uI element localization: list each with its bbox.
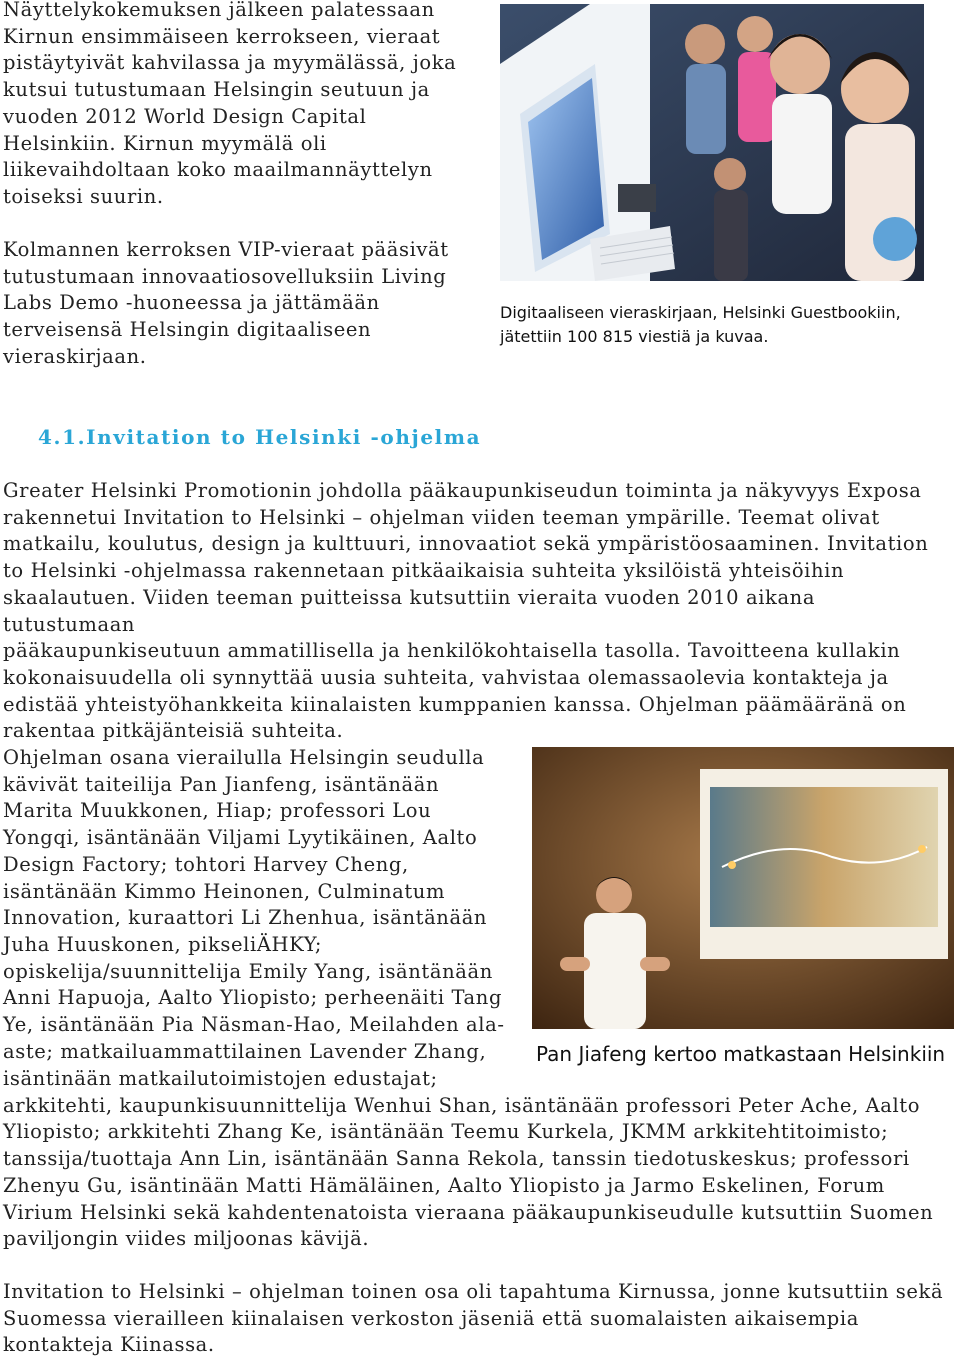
text-line: Marita Muukkonen, Hiap; professori Lou bbox=[3, 799, 432, 823]
text-line: matkailu, koulutus, design ja kulttuuri, innovaatiot sekä ympäristöosaaminen. Invitation bbox=[3, 532, 929, 556]
text-line: kokonaisuudella oli synnyttää uusia suhteita, vahvistaa olemassaolevia kontakteja ja bbox=[3, 665, 889, 689]
paragraph-kirnu-event bbox=[3, 1279, 953, 1359]
presentation-photo-caption: Pan Jiafeng kertoo matkastaan Helsinkiin bbox=[536, 1042, 946, 1066]
text-line: Virium Helsinki sekä kahdentenatoista vieraana pääkaupunkiseudulle kutsuttiin Suomen bbox=[3, 1200, 934, 1224]
paragraph-invitation-program bbox=[3, 478, 953, 745]
text-line: skaalautuen. Viiden teeman puitteissa kutsuttiin vieraita vuoden 2010 aikana tutustumaan bbox=[3, 585, 816, 636]
text-line: Labs Demo -huoneessa ja jättämään bbox=[3, 291, 380, 315]
text-line: Ohjelman osana vierailulla Helsingin seudulla bbox=[3, 746, 485, 769]
text-line: pistäytyivät kahvilassa ja myymälässä, joka bbox=[3, 51, 457, 75]
caption-line: jätettiin 100 815 viestiä ja kuvaa. bbox=[500, 327, 769, 346]
text-line: Anni Hapuoja, Aalto Yliopisto; perheenäiti Tang bbox=[3, 986, 503, 1010]
presentation-photo bbox=[532, 747, 954, 1029]
paragraph-vip-guests bbox=[3, 237, 473, 371]
text-line: kutsui tutustumaan Helsingin seutuun ja bbox=[3, 78, 430, 102]
text-line: Greater Helsinki Promotionin johdolla pääkaupunkiseudun toiminta ja näkyvyys Exposa bbox=[3, 479, 922, 502]
text-line: Kolmannen kerroksen VIP-vieraat pääsivät bbox=[3, 238, 449, 261]
text-line: liikevaihdoltaan koko maailmannäyttelyn bbox=[3, 158, 433, 182]
text-line: Innovation, kuraattori Li Zhenhua, isäntänään bbox=[3, 906, 488, 930]
text-line: to Helsinki -ohjelmassa rakennetaan pitkäaikaisia suhteita yksilöistä yhteisöihin bbox=[3, 559, 845, 583]
text-line: toiseksi suurin. bbox=[3, 184, 164, 208]
text-line: rakentaa pitkäjänteisiä suhteita. bbox=[3, 719, 344, 743]
text-line: Kirnun ensimmäiseen kerrokseen, vieraat bbox=[3, 24, 441, 48]
guestbook-photo-caption bbox=[500, 301, 940, 349]
section-heading: 4.1.Invitation to Helsinki -ohjelma bbox=[38, 425, 482, 449]
text-line: Design Factory; tohtori Harvey Cheng, bbox=[3, 852, 409, 876]
paragraph-guests bbox=[3, 745, 508, 1065]
text-line: arkkitehti, kaupunkisuunnittelija Wenhui Shan, isäntänään professori Peter Ache, Aalto bbox=[3, 1093, 921, 1117]
text-line: terveisensä Helsingin digitaaliseen bbox=[3, 318, 372, 342]
text-line: kontakteja Kiinassa. bbox=[3, 1333, 215, 1357]
text-line: Yliopisto; arkkitehti Zhang Ke, isäntänään Teemu Kurkela, JKMM arkkitehtitoimisto; bbox=[3, 1120, 889, 1144]
text-line: tanssija/tuottaja Ann Lin, isäntänään Sanna Rekola, tanssin tiedotuskeskus; professori bbox=[3, 1147, 910, 1171]
text-line: isäntänään Kimmo Heinonen, Culminatum bbox=[3, 879, 446, 903]
text-line: Invitation to Helsinki – ohjelman toinen osa oli tapahtuma Kirnussa, jonne kutsuttiin sekä bbox=[3, 1280, 944, 1303]
text-line: Helsinkiin. Kirnun myymälä oli bbox=[3, 131, 327, 155]
guestbook-photo bbox=[500, 4, 924, 281]
text-line: Yongqi, isäntänään Viljami Lyytikäinen, Aalto bbox=[3, 826, 478, 850]
text-line: vuoden 2012 World Design Capital bbox=[3, 104, 367, 128]
text-line: isäntinään matkailutoimistojen edustajat; bbox=[3, 1067, 438, 1090]
text-line: aste; matkailuammattilainen Lavender Zhang, bbox=[3, 1039, 487, 1063]
text-line: Zhenyu Gu, isäntinään Matti Hämäläinen, Aalto Yliopisto ja Jarmo Eskelinen, Forum bbox=[3, 1173, 885, 1197]
paragraph-kirnu-shop bbox=[3, 0, 473, 211]
paragraph-guests-continued bbox=[3, 1066, 953, 1253]
text-line: Suomessa vierailleen kiinalaisen verkoston jäseniä että suomalaisten aikaisempia bbox=[3, 1306, 859, 1330]
presentation-photo-illustration bbox=[532, 747, 954, 1029]
text-line: tutustumaan innovaatiosovelluksiin Living bbox=[3, 264, 447, 288]
text-line: kävivät taiteilija Pan Jianfeng, isäntänään bbox=[3, 772, 440, 796]
caption-line: Digitaaliseen vieraskirjaan, Helsinki Guestbookiin, bbox=[500, 303, 901, 322]
text-line: Juha Huuskonen, pikseliÄHKY; bbox=[3, 932, 323, 956]
text-line: edistää yhteistyöhankkeita kiinalaisten kumppanien kanssa. Ohjelman päämääränä on bbox=[3, 692, 907, 716]
guestbook-photo-illustration bbox=[500, 4, 924, 281]
text-line: rakennetui Invitation to Helsinki – ohjelman viiden teeman ympärille. Teemat olivat bbox=[3, 505, 880, 529]
text-line: Näyttelykokemuksen jälkeen palatessaan bbox=[3, 0, 435, 21]
text-line: vieraskirjaan. bbox=[3, 344, 147, 368]
text-line: opiskelija/suunnittelija Emily Yang, isäntänään bbox=[3, 959, 493, 983]
text-line: Ye, isäntänään Pia Näsman-Hao, Meilahden ala- bbox=[3, 1013, 505, 1037]
text-line: paviljongin viides miljoonas kävijä. bbox=[3, 1227, 370, 1251]
text-line: pääkaupunkiseutuun ammatillisella ja henkilökohtaisella tasolla. Tavoitteena kullakin bbox=[3, 639, 901, 663]
